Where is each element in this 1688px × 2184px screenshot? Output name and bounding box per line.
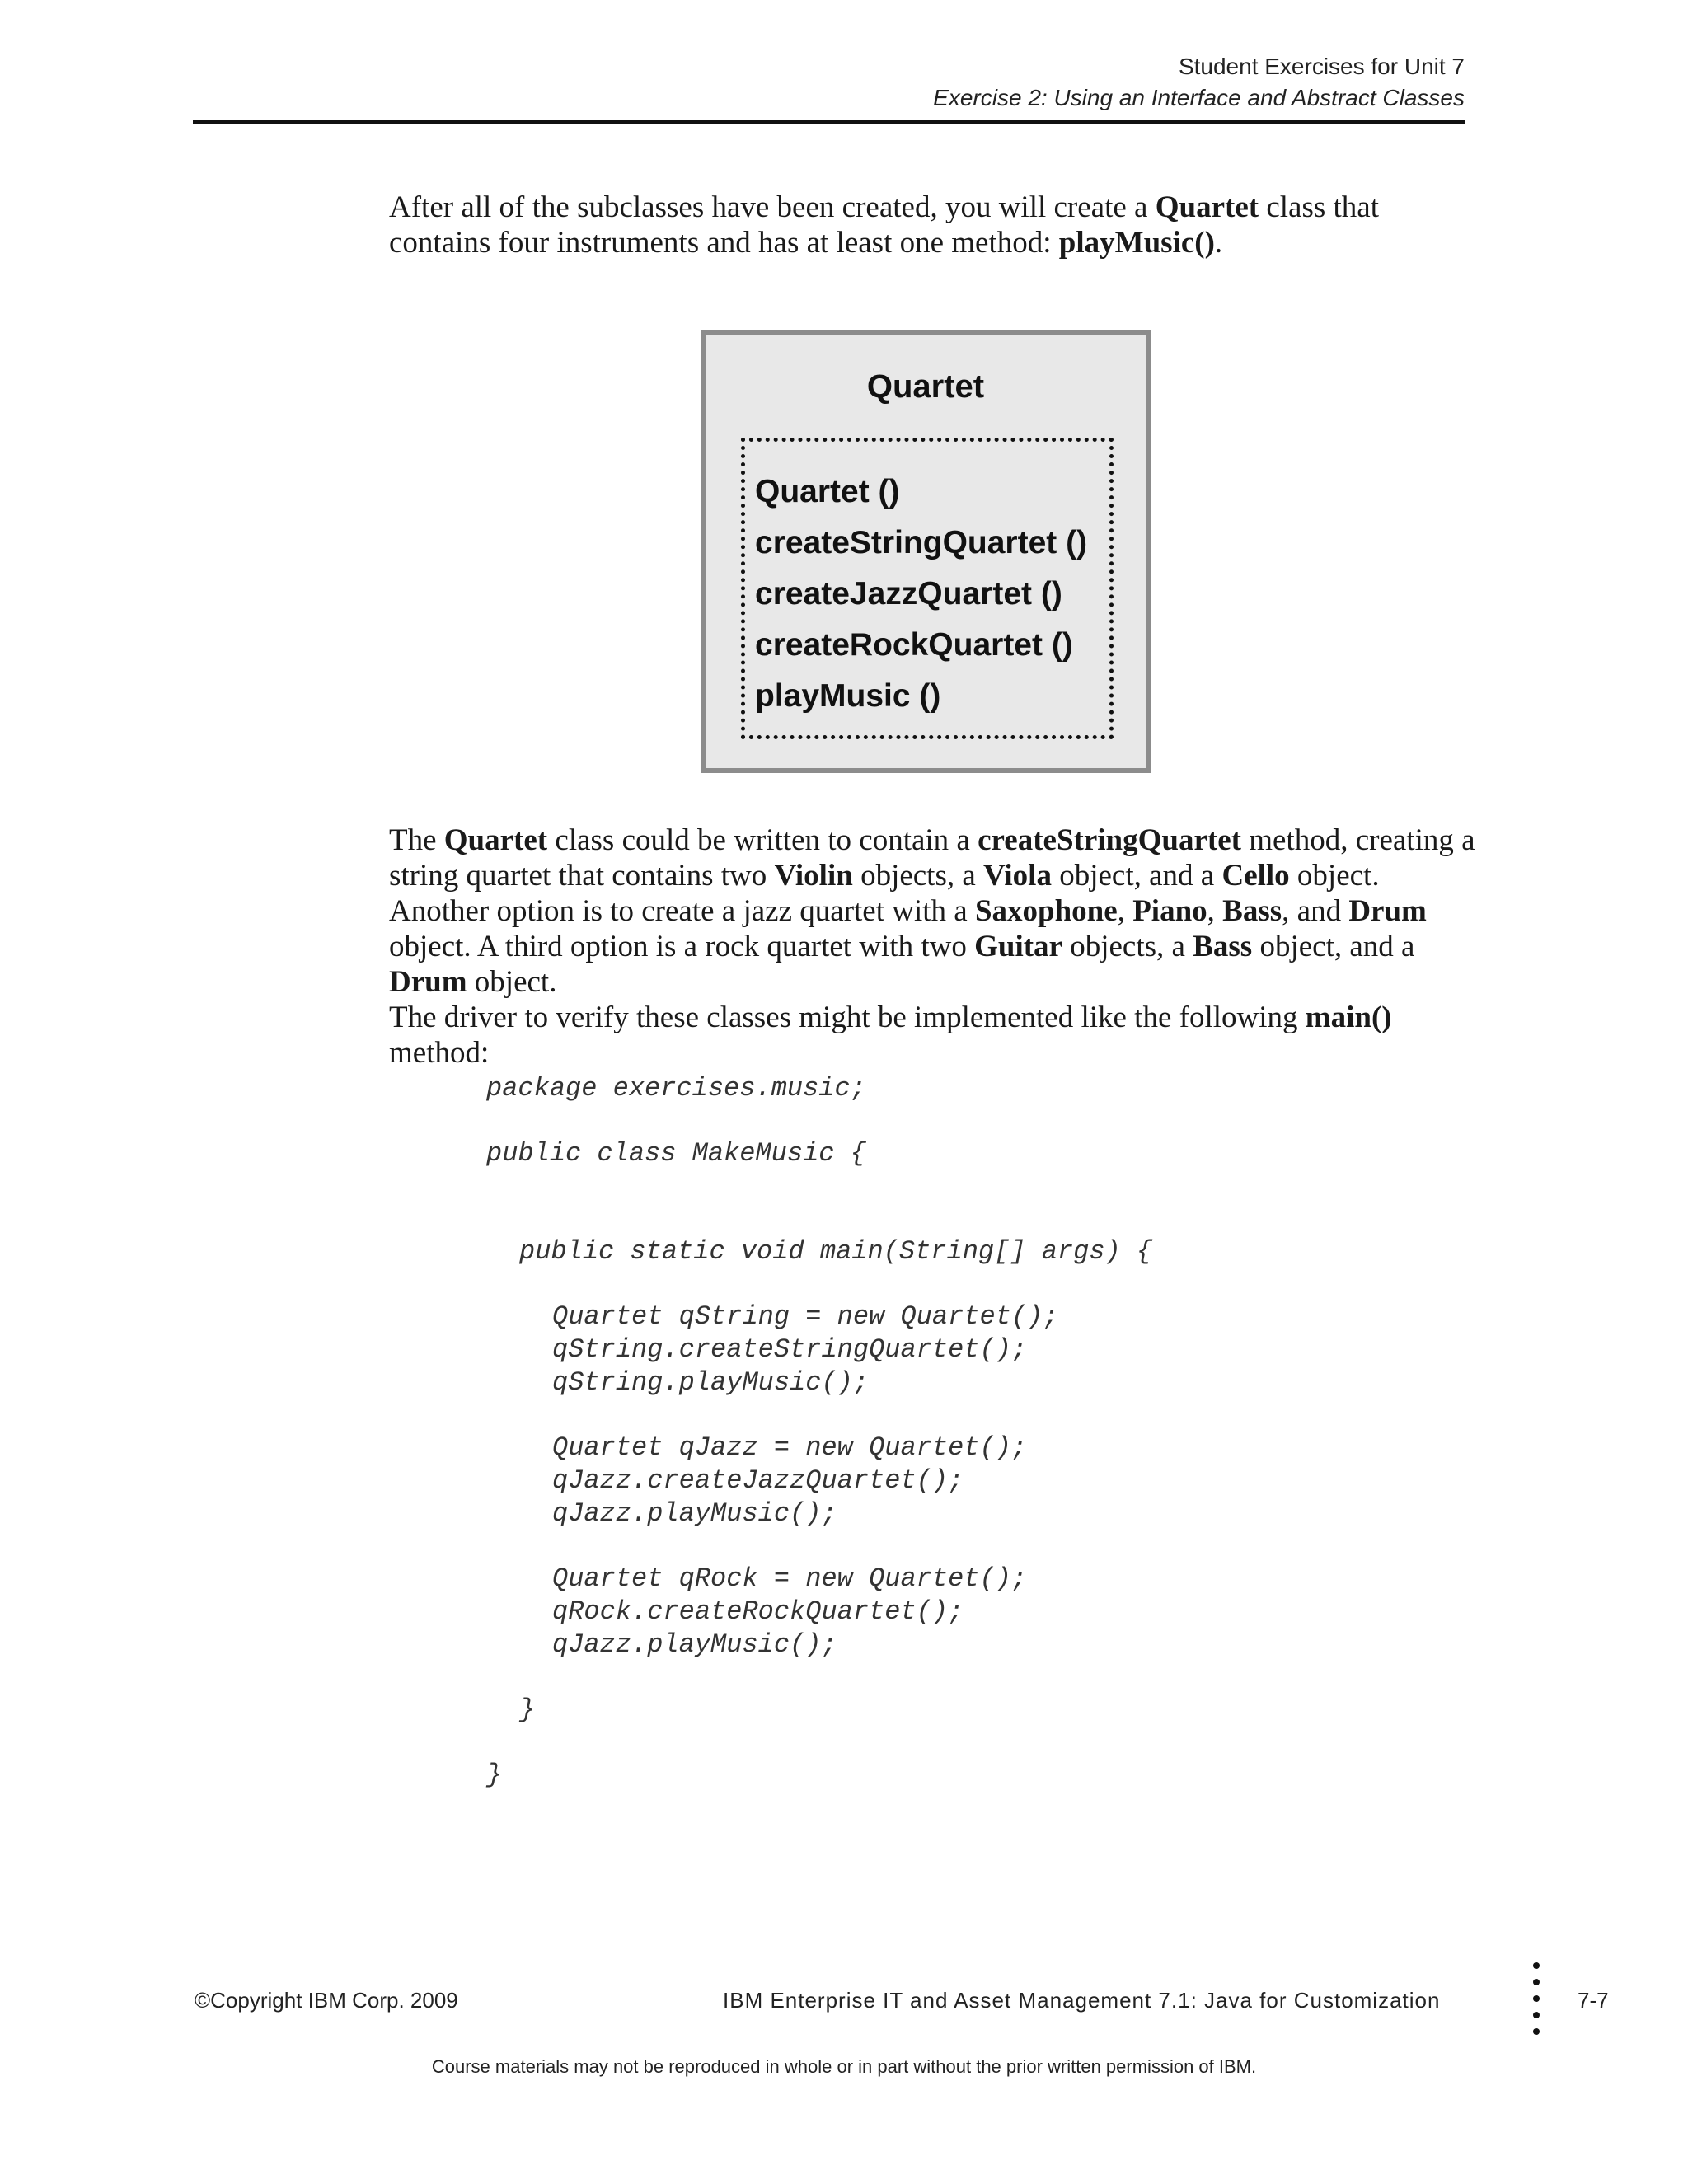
desc-bold: Drum bbox=[389, 965, 467, 999]
unit-title: Student Exercises for Unit 7 bbox=[1178, 54, 1465, 79]
desc-bold: Bass bbox=[1222, 894, 1282, 928]
desc-text: , bbox=[1207, 894, 1223, 928]
code-line: public class MakeMusic { bbox=[486, 1138, 866, 1169]
code-line: qJazz.createJazzQuartet(); bbox=[552, 1465, 964, 1496]
code-line: package exercises.music; bbox=[486, 1073, 866, 1104]
desc-text: method, creating a string quartet that contains two bbox=[389, 823, 1475, 893]
code-line: qString.createStringQuartet(); bbox=[552, 1334, 1028, 1365]
desc-text: , bbox=[1117, 894, 1133, 928]
desc-text: object. A third option is a rock quartet with two bbox=[389, 930, 975, 963]
desc-bold: createStringQuartet bbox=[978, 823, 1241, 857]
intro-paragraph bbox=[389, 190, 1477, 260]
desc-bold: Viola bbox=[983, 859, 1052, 893]
uml-method: Quartet () bbox=[755, 474, 900, 509]
desc-text: objects, a bbox=[1062, 930, 1193, 963]
desc-text: class could be written to contain a bbox=[547, 823, 978, 857]
desc-text: object, and a bbox=[1051, 859, 1222, 893]
description-paragraph bbox=[389, 823, 1477, 1000]
desc-bold: Piano bbox=[1132, 894, 1207, 928]
uml-method: createJazzQuartet () bbox=[755, 576, 1062, 612]
code-line: } bbox=[486, 1760, 503, 1790]
intro-bold-playmusic: playMusic() bbox=[1058, 226, 1215, 260]
desc-text: object. bbox=[467, 965, 557, 999]
intro-text: class that contains four instruments and has at least one method: bbox=[389, 190, 1379, 260]
code-line: qJazz.playMusic(); bbox=[552, 1498, 837, 1529]
uml-method: createRockQuartet () bbox=[755, 627, 1073, 663]
exercise-title: Exercise 2: Using an Interface and Abstract Classes bbox=[933, 85, 1465, 110]
desc-bold: Violin bbox=[774, 859, 853, 893]
driver-text: method: bbox=[389, 1036, 490, 1070]
driver-text: The driver to verify these classes might be implemented like the following bbox=[389, 1001, 1306, 1034]
footer-dots-divider bbox=[1533, 1962, 1541, 2045]
code-line: } bbox=[519, 1694, 536, 1725]
uml-method: playMusic () bbox=[755, 678, 941, 714]
code-line: Quartet qString = new Quartet(); bbox=[552, 1301, 1059, 1332]
driver-bold-main: main() bbox=[1305, 1001, 1392, 1034]
footer-notice: Course materials may not be reproduced in whole or in part without the prior written permission of IBM. bbox=[431, 2056, 1257, 2077]
desc-bold: Saxophone bbox=[974, 894, 1118, 928]
code-line: qRock.createRockQuartet(); bbox=[552, 1596, 964, 1627]
uml-class-diagram bbox=[701, 330, 1151, 773]
code-line: public static void main(String[] args) { bbox=[519, 1236, 1153, 1267]
desc-text: object, and a bbox=[1252, 930, 1415, 963]
page-header bbox=[933, 51, 1465, 114]
header-rule bbox=[193, 120, 1465, 124]
desc-text: object. Another option is to create a jazz quartet with a bbox=[389, 859, 1380, 928]
code-line: Quartet qRock = new Quartet(); bbox=[552, 1563, 1028, 1594]
desc-bold: Drum bbox=[1348, 894, 1427, 928]
uml-method: createStringQuartet () bbox=[755, 525, 1088, 560]
code-line: Quartet qJazz = new Quartet(); bbox=[552, 1432, 1028, 1463]
desc-text: The bbox=[389, 823, 444, 857]
desc-bold: Bass bbox=[1193, 930, 1253, 963]
uml-methods-box bbox=[741, 438, 1114, 739]
uml-class-name: Quartet bbox=[866, 368, 985, 405]
intro-text: . bbox=[1214, 226, 1223, 260]
footer-page-number: 7-7 bbox=[1578, 1988, 1609, 2013]
driver-paragraph bbox=[389, 1000, 1477, 1071]
intro-bold-quartet: Quartet bbox=[1155, 190, 1259, 224]
desc-bold: Guitar bbox=[974, 930, 1062, 963]
footer-copyright: ©Copyright IBM Corp. 2009 bbox=[195, 1988, 458, 2013]
intro-text: After all of the subclasses have been created, you will create a bbox=[389, 190, 1156, 224]
footer-course-title: IBM Enterprise IT and Asset Management 7.1: Java for Customization bbox=[723, 1988, 1441, 2013]
desc-bold: Cello bbox=[1221, 859, 1290, 893]
desc-bold: Quartet bbox=[443, 823, 548, 857]
desc-text: objects, a bbox=[852, 859, 984, 893]
code-line: qJazz.playMusic(); bbox=[552, 1629, 837, 1660]
desc-text: , and bbox=[1282, 894, 1349, 928]
code-line: qString.playMusic(); bbox=[552, 1367, 870, 1398]
